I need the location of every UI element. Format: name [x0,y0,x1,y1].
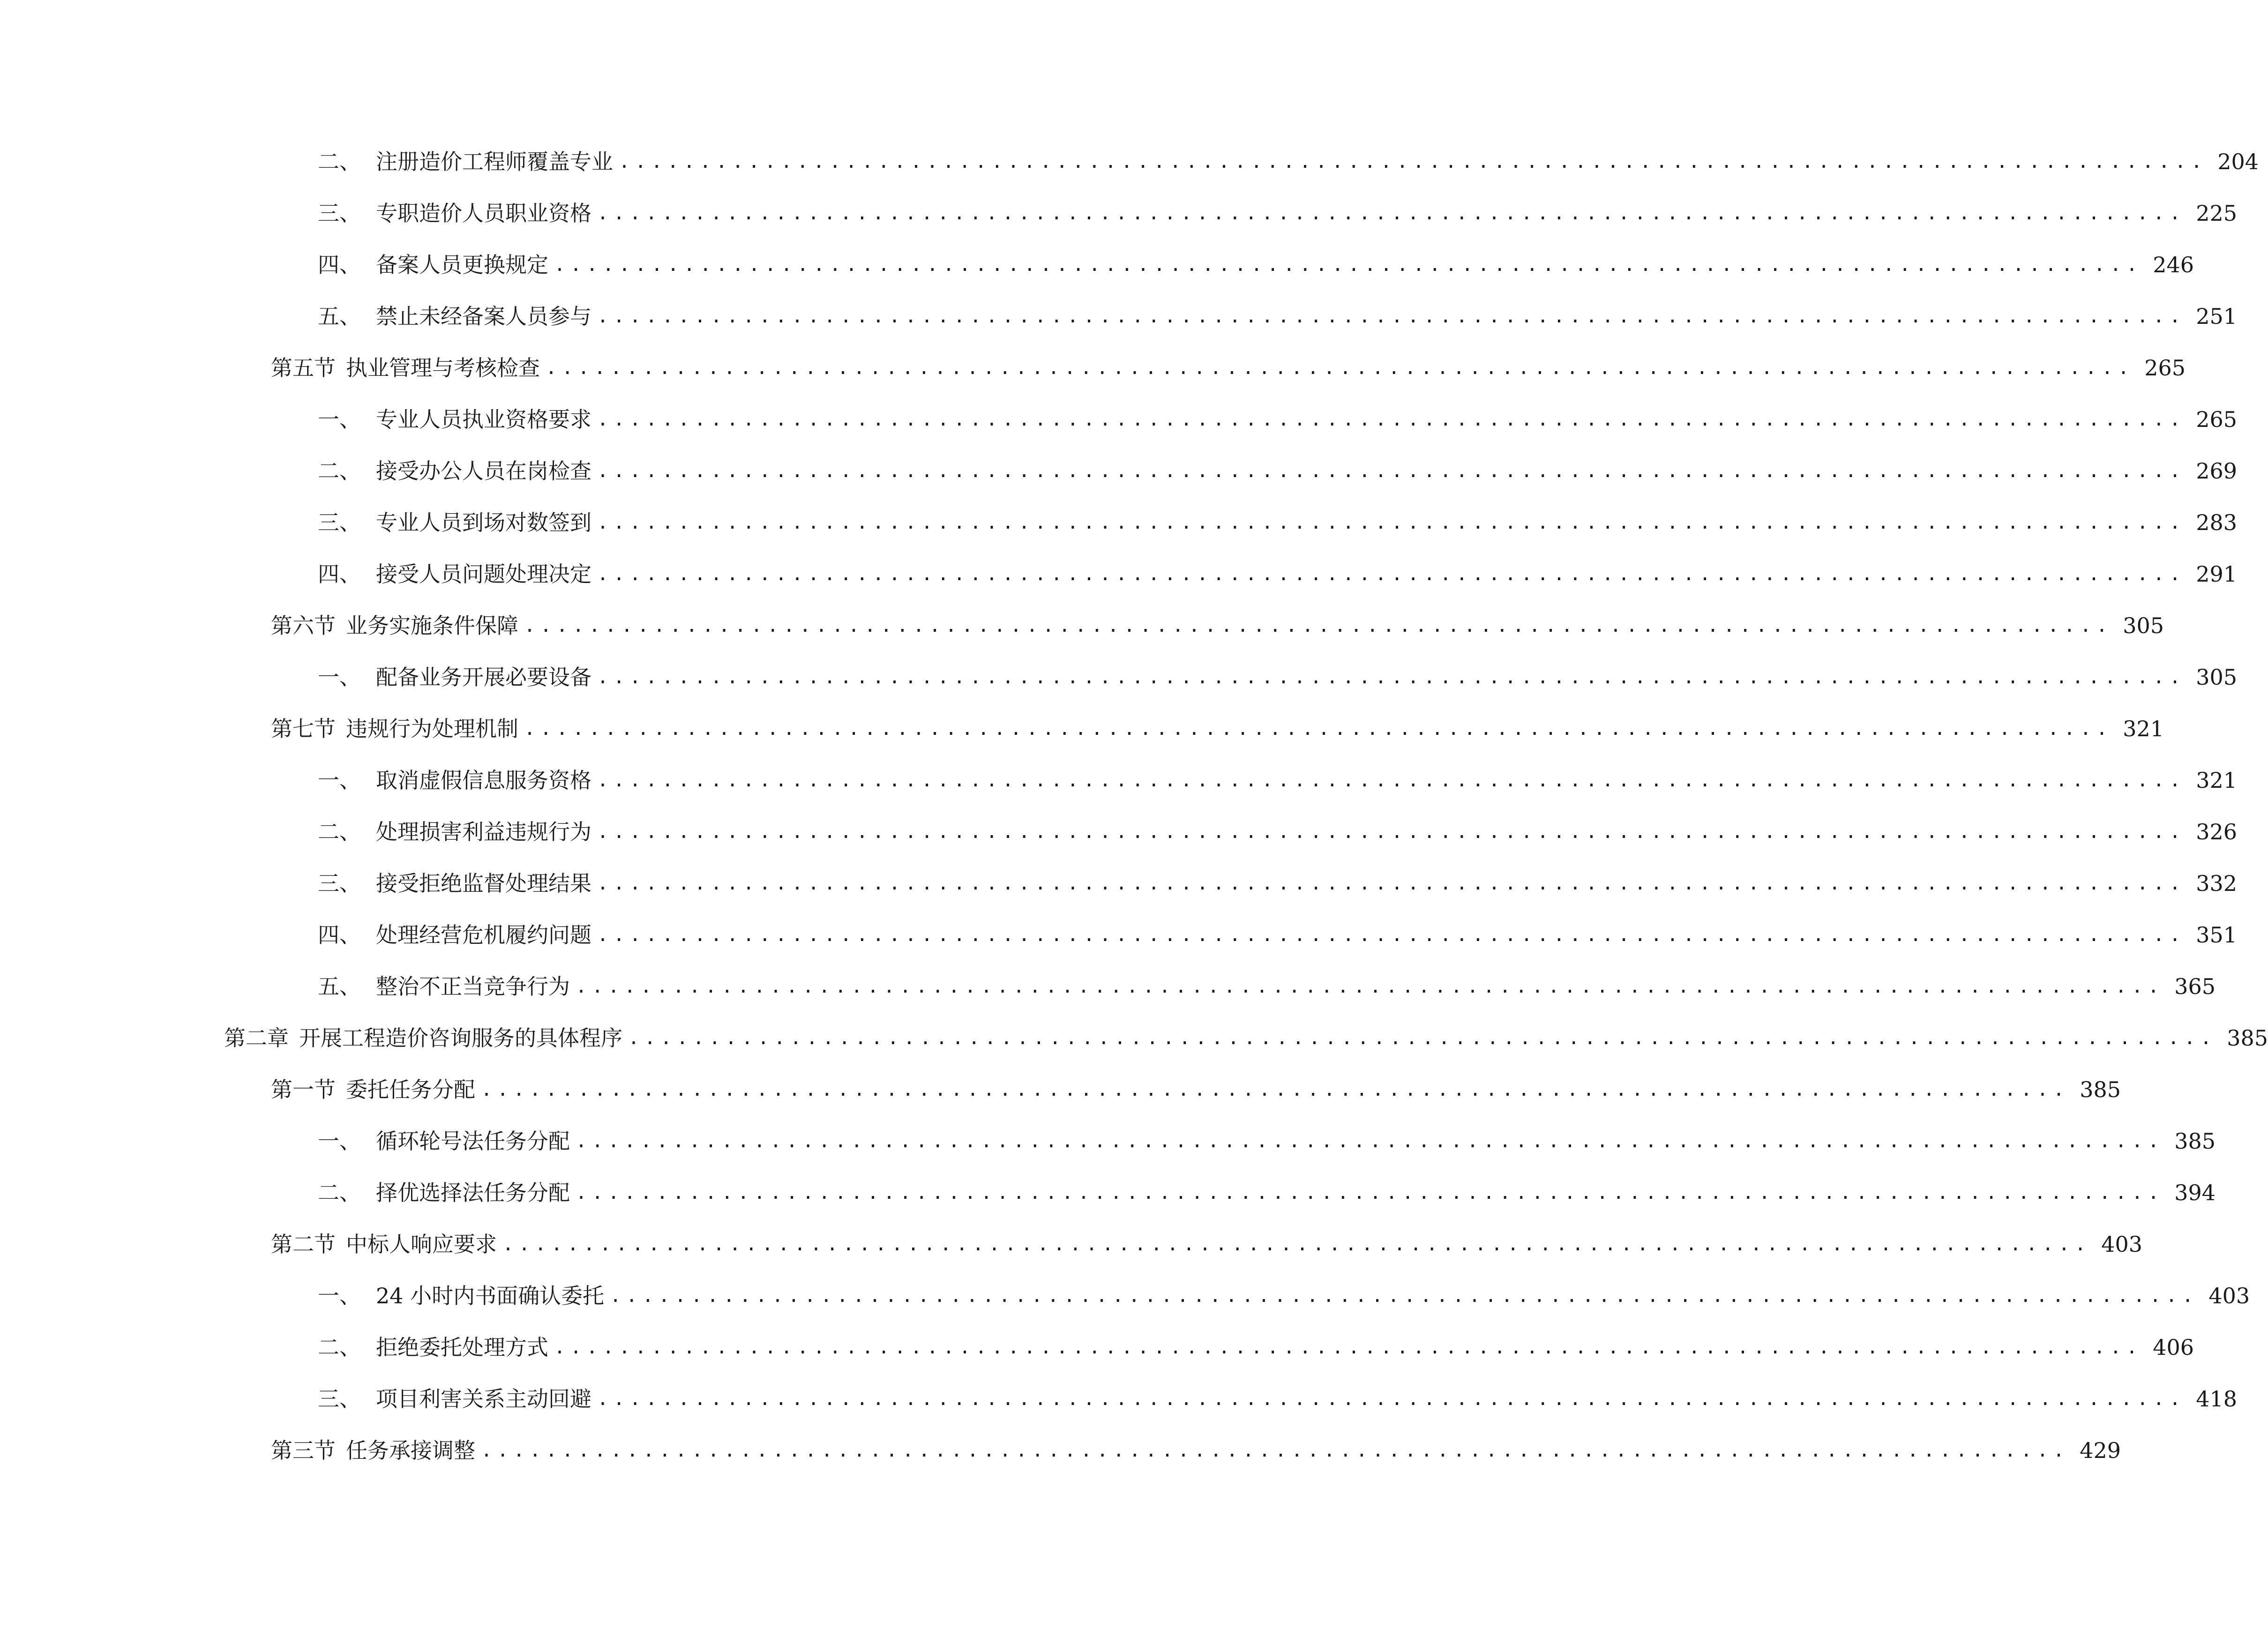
toc-entry-leader: .................................................................................................. [481,1440,2070,1461]
toc-entry-marker: 二、 [318,819,361,844]
toc-entry-page: 385 [2080,1077,2121,1102]
toc-entry-leader: .................................................................................................. [597,563,2186,585]
toc-entry[interactable] [0,755,2238,806]
toc-entry-title: 处理损害利益违规行为 [376,819,591,844]
toc-entry[interactable] [0,445,2238,497]
toc-entry-leader: .................................................................................................. [576,976,2164,997]
toc-entry-page: 321 [2123,716,2164,741]
toc-entry-leader: .................................................................................................. [597,666,2186,688]
toc-entry-page: 351 [2196,922,2238,948]
toc-entry-page: 265 [2144,355,2186,381]
toc-entry-title: 业务实施条件保障 [346,613,518,638]
toc-entry-page: 403 [2101,1232,2143,1257]
toc-entry-title: 专职造价人员职业资格 [376,201,591,226]
toc-entry-marker: 二、 [318,149,361,174]
toc-entry-page: 326 [2196,819,2238,844]
toc-entry[interactable] [0,497,2238,548]
toc-entry[interactable] [0,1012,2268,1064]
toc-entry-marker: 三、 [318,1386,361,1412]
toc-entry[interactable] [0,1270,2250,1322]
toc-entry-leader: .................................................................................................. [481,1079,2070,1100]
toc-entry-marker: 一、 [318,1283,361,1308]
toc-entry-leader: .................................................................................................. [524,718,2113,740]
toc-entry-leader: .................................................................................................. [502,1233,2091,1255]
toc-entry-leader: .................................................................................................. [597,306,2186,327]
toc-entry[interactable] [0,1218,2143,1270]
toc-entry-leader: .................................................................................................. [576,1182,2164,1203]
toc-entry-page: 385 [2227,1025,2268,1051]
toc-entry-title: 循环轮号法任务分配 [376,1128,570,1154]
toc-entry-marker: 第三节 [271,1438,336,1463]
toc-entry-leader: .................................................................................................. [597,460,2186,482]
toc-entry-leader: .................................................................................................. [597,873,2186,894]
toc-entry-marker: 三、 [318,201,361,226]
toc-entry-marker: 第六节 [271,613,336,638]
toc-entry[interactable] [0,548,2238,600]
toc-entry-page: 305 [2196,665,2238,690]
toc-entry-title: 接受拒绝监督处理结果 [376,871,591,896]
toc-entry-marker: 一、 [318,1128,361,1154]
toc-entry-marker: 第二章 [224,1025,289,1051]
toc-entry-page: 385 [2174,1128,2216,1154]
toc-entry-page: 406 [2153,1335,2194,1360]
toc-entry-marker: 四、 [318,561,361,587]
toc-entry[interactable] [0,703,2164,755]
toc-entry-leader: .................................................................................................. [554,254,2143,276]
toc-entry[interactable] [0,1167,2216,1218]
toc-entry-title: 备案人员更换规定 [376,252,548,277]
toc-entry[interactable] [0,1115,2216,1167]
toc-entry-marker: 五、 [318,304,361,329]
toc-entry[interactable] [0,651,2238,703]
toc-entry-marker: 五、 [318,974,361,999]
table-of-contents [0,136,2268,1476]
toc-entry-leader: .................................................................................................. [597,409,2186,430]
toc-entry-marker: 一、 [318,407,361,432]
toc-entry[interactable] [0,291,2238,342]
toc-entry-page: 283 [2196,510,2238,535]
toc-entry-marker: 二、 [318,1335,361,1360]
toc-entry-page: 418 [2196,1386,2238,1412]
toc-entry-marker: 二、 [318,1180,361,1205]
toc-entry[interactable] [0,1064,2121,1115]
toc-entry[interactable] [0,806,2238,858]
toc-entry[interactable] [0,1425,2121,1476]
toc-entry[interactable] [0,394,2238,445]
toc-entry-title: 处理经营危机履约问题 [376,922,591,948]
toc-entry[interactable] [0,909,2238,961]
toc-entry-title: 拒绝委托处理方式 [376,1335,548,1360]
toc-entry-page: 225 [2196,201,2238,226]
toc-entry[interactable] [0,342,2186,394]
toc-entry-title: 违规行为处理机制 [346,716,518,741]
toc-entry[interactable] [0,239,2194,291]
toc-entry-title: 24 小时内书面确认委托 [376,1283,605,1308]
toc-entry[interactable] [0,858,2238,909]
toc-entry-leader: .................................................................................................. [597,821,2186,843]
toc-entry[interactable] [0,136,2259,187]
toc-entry[interactable] [0,600,2164,651]
toc-entry-title: 注册造价工程师覆盖专业 [376,149,613,174]
toc-entry-leader: .................................................................................................. [576,1130,2164,1152]
toc-entry-marker: 四、 [318,252,361,277]
toc-entry-leader: .................................................................................................. [628,1027,2217,1049]
toc-entry-title: 委托任务分配 [346,1077,475,1102]
toc-entry-title: 执业管理与考核检查 [346,355,540,381]
toc-entry-page: 291 [2196,561,2238,587]
toc-entry-title: 配备业务开展必要设备 [376,665,591,690]
toc-entry-title: 接受办公人员在岗检查 [376,458,591,484]
toc-entry-page: 365 [2174,974,2216,999]
toc-entry-marker: 第七节 [271,716,336,741]
toc-entry-title: 中标人响应要求 [346,1232,497,1257]
toc-entry-page: 265 [2196,407,2238,432]
toc-entry[interactable] [0,961,2216,1012]
toc-entry-title: 专业人员执业资格要求 [376,407,591,432]
toc-entry-leader: .................................................................................................. [524,615,2113,636]
toc-entry-leader: .................................................................................................. [619,151,2208,172]
toc-entry-leader: .................................................................................................. [554,1337,2143,1358]
toc-entry-marker: 一、 [318,768,361,793]
toc-entry-marker: 一、 [318,665,361,690]
toc-entry-page: 204 [2217,149,2259,174]
toc-entry-marker: 四、 [318,922,361,948]
toc-entry-page: 246 [2153,252,2194,277]
toc-entry-title: 任务承接调整 [346,1438,475,1463]
toc-entry-marker: 第二节 [271,1232,336,1257]
toc-entry-marker: 三、 [318,510,361,535]
toc-entry-leader: .................................................................................................. [597,202,2186,224]
toc-entry-page: 403 [2208,1283,2250,1308]
toc-entry-title: 整治不正当竞争行为 [376,974,570,999]
toc-entry-title: 开展工程造价咨询服务的具体程序 [299,1025,622,1051]
toc-entry[interactable] [0,1322,2194,1373]
toc-entry-leader: .................................................................................................. [597,1388,2186,1410]
toc-entry-title: 取消虚假信息服务资格 [376,768,591,793]
toc-entry-title: 专业人员到场对数签到 [376,510,591,535]
toc-entry-leader: .................................................................................................. [597,512,2186,533]
toc-entry[interactable] [0,1373,2238,1425]
toc-entry-leader: .................................................................................................. [597,924,2186,946]
toc-entry-marker: 二、 [318,458,361,484]
toc-entry-title: 项目利害关系主动回避 [376,1386,591,1412]
toc-entry-marker: 第五节 [271,355,336,381]
toc-entry[interactable] [0,187,2238,239]
toc-entry-title: 择优选择法任务分配 [376,1180,570,1205]
toc-entry-leader: .................................................................................................. [610,1285,2199,1307]
toc-entry-page: 332 [2196,871,2238,896]
toc-entry-page: 269 [2196,458,2238,484]
toc-entry-page: 429 [2080,1438,2121,1463]
toc-entry-page: 394 [2174,1180,2216,1205]
toc-entry-leader: .................................................................................................. [546,357,2134,379]
toc-entry-title: 禁止未经备案人员参与 [376,304,591,329]
toc-entry-leader: .................................................................................................. [597,770,2186,791]
toc-entry-page: 321 [2196,768,2238,793]
toc-entry-page: 251 [2196,304,2238,329]
toc-entry-marker: 三、 [318,871,361,896]
toc-entry-title: 接受人员问题处理决定 [376,561,591,587]
toc-entry-page: 305 [2123,613,2164,638]
toc-entry-marker: 第一节 [271,1077,336,1102]
